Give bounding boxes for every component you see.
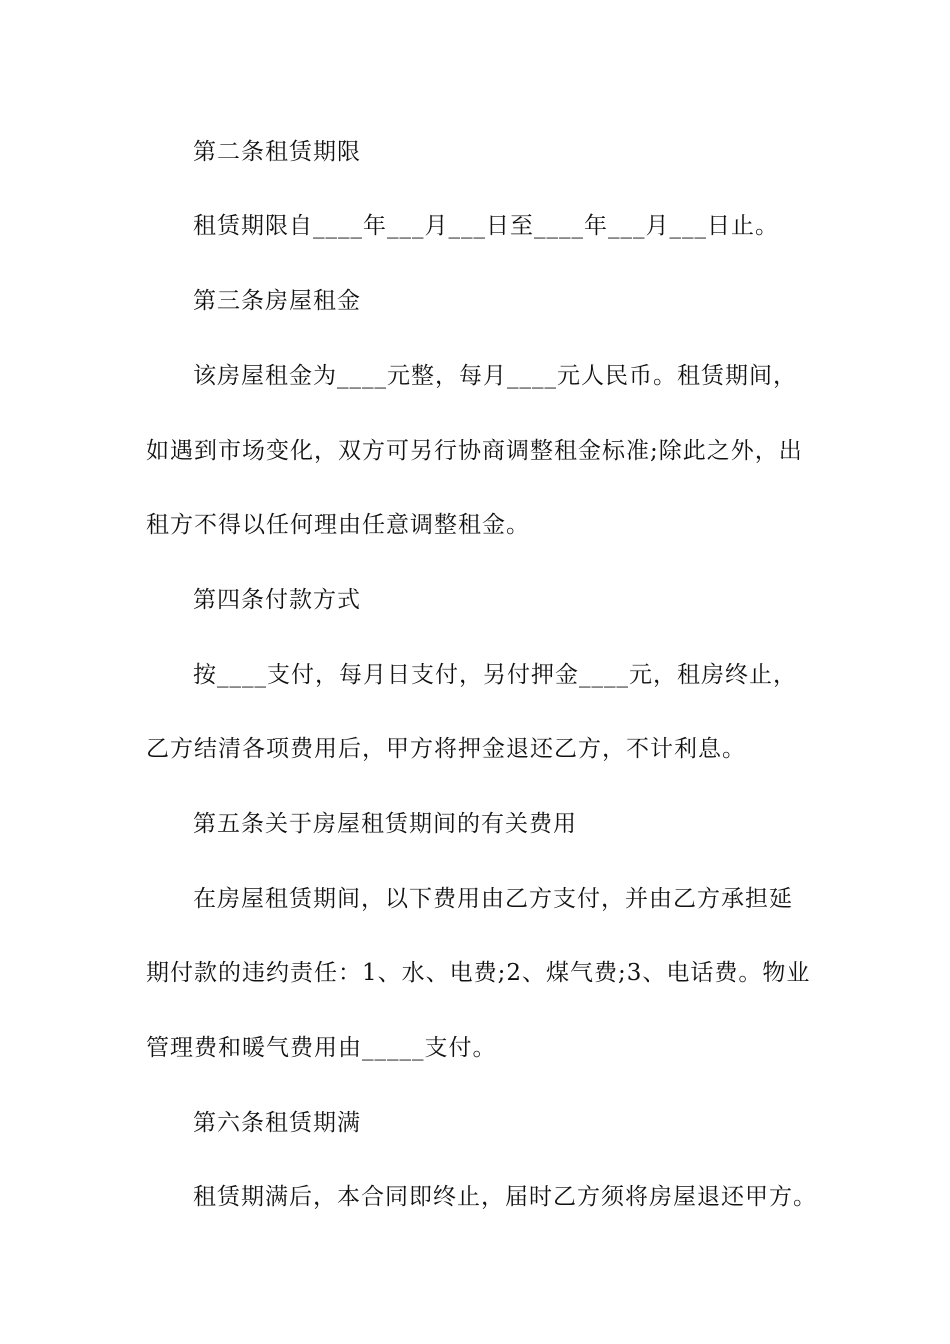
rent-paragraph-line-3: 租方不得以任何理由任意调整租金。 (146, 512, 530, 538)
article-5-heading: 第五条关于房屋租赁期间的有关费用 (193, 811, 577, 837)
payment-paragraph-line-1: 按____支付，每月日支付，另付押金____元，租房终止， (193, 662, 797, 688)
article-2-heading: 第二条租赁期限 (193, 139, 361, 165)
article-3-heading: 第三条房屋租金 (193, 288, 361, 314)
fees-paragraph-line-3: 管理费和暖气费用由_____支付。 (146, 1035, 497, 1061)
rent-paragraph-line-1: 该房屋租金为____元整，每月____元人民币。租赁期间， (193, 363, 797, 389)
payment-paragraph-line-2: 乙方结清各项费用后，甲方将押金退还乙方，不计利息。 (146, 736, 746, 762)
article-4-heading: 第四条付款方式 (193, 587, 361, 613)
fees-paragraph-line-1: 在房屋租赁期间，以下费用由乙方支付，并由乙方承担延 (193, 886, 793, 912)
article-6-heading: 第六条租赁期满 (193, 1110, 361, 1136)
lease-term-text: 租赁期限自____年___月___日至____年___月___日止。 (193, 213, 779, 239)
fees-paragraph-line-2: 期付款的违约责任：1、水、电费;2、煤气费;3、电话费。物业 (146, 960, 811, 986)
rent-paragraph-line-2: 如遇到市场变化，双方可另行协商调整租金标准;除此之外，出 (146, 438, 803, 464)
term-expiry-text: 租赁期满后，本合同即终止，届时乙方须将房屋退还甲方。 (193, 1184, 817, 1210)
